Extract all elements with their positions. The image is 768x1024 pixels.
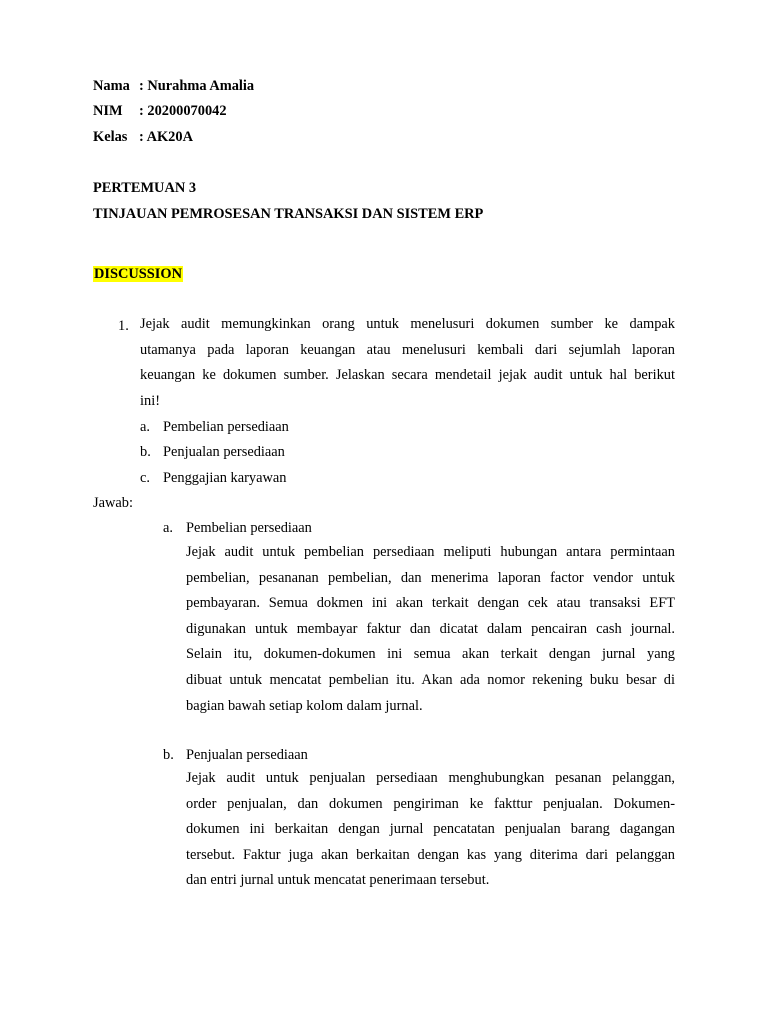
class-value: : AK20A: [139, 129, 193, 145]
option-text: Penggajian karyawan: [163, 470, 287, 486]
answer-line: order penjualan, dan dokumen pengiriman ke fakttur penjualan. Dokumen-: [186, 795, 675, 812]
answer-marker: b.: [163, 747, 174, 763]
answer-line: bagian bawah setiap kolom dalam jurnal.: [186, 697, 423, 714]
topic-title: TINJAUAN PEMROSESAN TRANSAKSI DAN SISTEM ERP: [93, 206, 484, 222]
option-marker: b.: [140, 444, 151, 460]
class-label: Kelas: [93, 129, 128, 145]
answer-b-body: [186, 766, 675, 894]
answer-title: Penjualan persediaan: [186, 747, 308, 763]
answer-line: digunakan untuk membayar faktur dan dicatat dalam pencairan cash journal.: [186, 620, 675, 637]
answer-line: dibuat untuk mencatat pembelian itu. Akan ada nomor rekening buku besar di: [186, 671, 675, 688]
answer-label: Jawab:: [93, 495, 133, 511]
section-heading: [93, 265, 183, 283]
meeting-title: PERTEMUAN 3: [93, 180, 197, 196]
nim-value: : 20200070042: [139, 103, 227, 119]
name-row: [93, 77, 254, 95]
answer-line: pembelian, pesananan pembelian, dan menerima laporan factor vendor untuk: [186, 569, 675, 586]
answer-line: dan entri jurnal untuk mencatat penerimaan tersebut.: [186, 872, 490, 889]
answer-line: Selain itu, dokumen-dokumen ini semua akan terkait dengan jurnal yang: [186, 646, 675, 663]
question-line: Jejak audit memungkinkan orang untuk menelusuri dokumen sumber ke dampak: [140, 316, 675, 332]
option-marker: a.: [140, 419, 150, 435]
option-text: Pembelian persediaan: [163, 419, 289, 435]
answer-title: Pembelian persediaan: [186, 520, 312, 536]
answer-a-body: [186, 540, 675, 719]
name-value: : Nurahma Amalia: [139, 78, 255, 94]
answer-line: Jejak audit untuk penjualan persediaan menghubungkan pesanan pelanggan,: [186, 770, 675, 786]
class-row: [93, 128, 193, 146]
answer-line: tersebut. Faktur juga akan berkaitan dengan kas yang diterima dari pelanggan: [186, 846, 675, 863]
question-line: ini!: [140, 392, 160, 409]
question-number: 1.: [118, 318, 129, 334]
answer-marker: a.: [163, 520, 173, 536]
question-line: utamanya pada laporan keuangan atau menelusuri kembali dari sejumlah laporan: [140, 341, 675, 358]
question-text: [140, 312, 675, 414]
option-text: Penjualan persediaan: [163, 444, 285, 460]
answer-line: dokumen ini berkaitan dengan jurnal pencatatan penjualan barang dagangan: [186, 821, 675, 838]
answer-line: pembayaran. Semua dokmen ini akan terkait dengan cek atau transaksi EFT: [186, 595, 675, 612]
nim-row: [93, 102, 227, 120]
nim-label: NIM: [93, 103, 123, 119]
name-label: Nama: [93, 78, 130, 94]
section-heading-text: DISCUSSION: [94, 266, 182, 282]
question-line: keuangan ke dokumen sumber. Jelaskan secara mendetail jejak audit untuk hal berikut: [140, 367, 675, 384]
answer-line: Jejak audit untuk pembelian persediaan meliputi hubungan antara permintaan: [186, 544, 675, 560]
option-marker: c.: [140, 470, 150, 486]
